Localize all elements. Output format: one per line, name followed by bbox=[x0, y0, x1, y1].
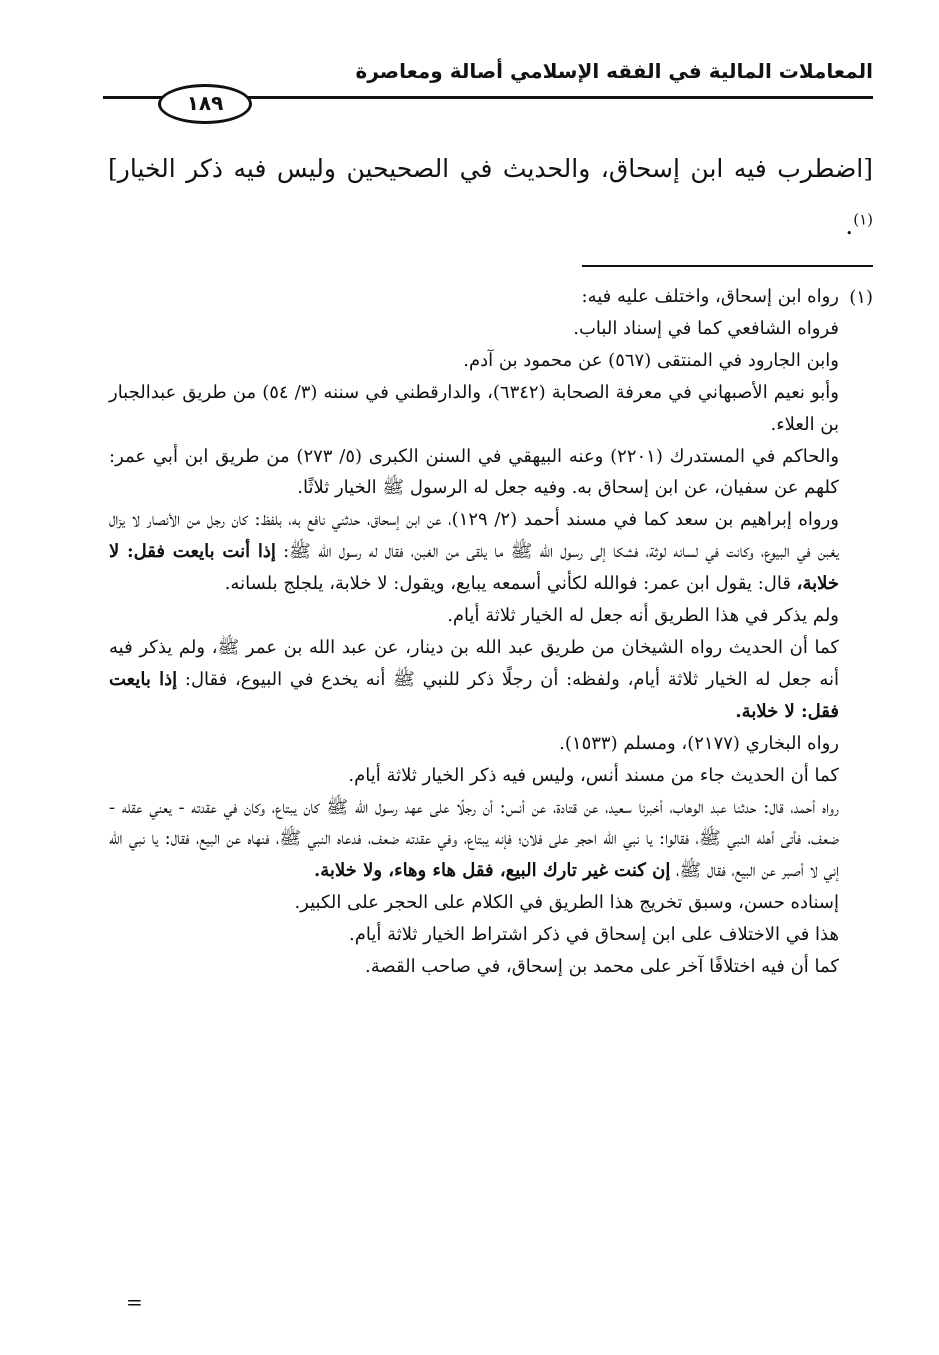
footnote-quote-bold: إذا بايعت فقل: لا خلابة. bbox=[109, 668, 839, 722]
footnote-paragraph bbox=[109, 887, 839, 919]
footnote-text: هذا في الاختلاف على ابن إسحاق في ذكر اشتراط الخيار ثلاثة أيام. bbox=[349, 924, 839, 946]
footnote-text: وأبو نعيم الأصبهاني في معرفة الصحابة (٦٣٤٢)، والدارقطني في سننه (٣/ ٥٤) من طريق عبدالجبار بن العلاء. bbox=[109, 381, 839, 435]
footnote-text: ولم يذكر في هذا الطريق أنه جعل له الخيار ثلاثة أيام. bbox=[447, 605, 839, 627]
running-header-title: المعاملات المالية في الفقه الإسلامي أصالة ومعاصرة bbox=[355, 59, 873, 83]
main-text bbox=[108, 140, 873, 254]
footnote-text: كما أن الحديث رواه الشيخان من طريق عبد الله بن دينار، عن عبد الله بن عمر ﷺ، ولم يذكر فيه أنه جعل له الخيار ثلاثة أيام، ولفظه: أن رجلًا ذكر للنبي ﷺ أنه يخدع في البيوع، فقال: bbox=[109, 636, 839, 690]
footnote-text: قال: يقول ابن عمر: فوالله لكأني أسمعه يبايع، ويقول: لا خلابة، يلجلج بلسانه. bbox=[224, 573, 797, 595]
main-text-body: [اضطرب فيه ابن إسحاق، والحديث في الصحيحين وليس فيه ذكر الخيار] bbox=[108, 154, 873, 183]
main-text-end: . bbox=[845, 211, 854, 240]
footnote-reference: (١) bbox=[853, 210, 873, 229]
footnote-text: كما أن الحديث جاء من مسند أنس، وليس فيه ذكر الخيار ثلاثة أيام. bbox=[348, 764, 839, 786]
footnote-text: فرواه الشافعي كما في إسناد الباب. bbox=[573, 317, 839, 339]
continuation-mark: = bbox=[126, 1290, 143, 1314]
footnote-body bbox=[109, 281, 839, 983]
footnote-text: كما أن فيه اختلافًا آخر على محمد بن إسحاق، في صاحب القصة. bbox=[365, 956, 839, 978]
footnote-paragraph bbox=[109, 281, 839, 313]
footnote-paragraph bbox=[109, 760, 839, 792]
footnote-text: رواه أحمد، قال: حدثنا عبد الوهاب، أخبرنا سعيد، عن قتادة، عن أنس: أن رجلًا على عهد رسول الله ﷺ كان يبتاع، وكان في عقدته - يعني عقله - ضعف، فأتى أهله النبي ﷺ، فقالوا: يا نبي الله احجر على فلان؛ فإنه يبتاع، وفي عقدته ضعف، فدعاه النبي ﷺ، فنهاه عن البيع، فقال: يا نبي الله إني لا أصبر عن البيع، فقال ﷺ، bbox=[109, 796, 839, 882]
footnote-paragraph bbox=[109, 600, 839, 632]
footnote-quote-bold: إذا أنت بايعت فقل: لا خلابة، bbox=[109, 541, 839, 595]
footnote-text: ورواه إبراهيم بن سعد كما في مسند أحمد (٢/ ١٢٩)، عن ابن إسحاق، حدثني نافع به، بلفظ: كان رجل من الأنصار لا يزال يغبن في البيوع، وكانت في لسانه لوثة، فشكا إلى رسول الله ﷺ ما يلقى من الغبن، فقال له رسول الله ﷺ: bbox=[109, 509, 839, 563]
footnote-paragraph bbox=[109, 377, 839, 441]
footnote-paragraph bbox=[109, 919, 839, 951]
footnote-separator bbox=[582, 265, 873, 267]
footnote-text: إسناده حسن، وسبق تخريج هذا الطريق في الكلام على الحجر على الكبير. bbox=[294, 892, 839, 914]
footnote-paragraph bbox=[109, 792, 839, 888]
page-number: ١٨٩ bbox=[158, 84, 252, 124]
footnote-text: رواه ابن إسحاق، واختلف عليه فيه: bbox=[581, 286, 839, 307]
footnote-paragraph bbox=[109, 504, 839, 600]
footnote-paragraph bbox=[109, 951, 839, 983]
footnote-number: (١) bbox=[849, 287, 873, 308]
footnote-quote-bold: إن كنت غير تارك البيع، فقل هاء وهاء، ولا خلابة. bbox=[314, 860, 671, 882]
footnote-text: وابن الجارود في المنتقى (٥٦٧) عن محمود بن آدم. bbox=[463, 349, 839, 371]
footnote-text: رواه البخاري (٢١٧٧)، ومسلم (١٥٣٣). bbox=[559, 732, 839, 754]
footnote-paragraph bbox=[109, 345, 839, 377]
footnote-paragraph bbox=[109, 441, 839, 505]
footnote-paragraph bbox=[109, 632, 839, 728]
footnote-paragraph bbox=[109, 728, 839, 760]
footnote-paragraph bbox=[109, 313, 839, 345]
footnote-text: والحاكم في المستدرك (٢٢٠١) وعنه البيهقي في السنن الكبرى (٥/ ٢٧٣) من طريق ابن أبي عمر: كلهم عن سفيان، عن ابن إسحاق به. وفيه جعل له الرسول ﷺ الخيار ثلاثًا. bbox=[109, 445, 840, 499]
